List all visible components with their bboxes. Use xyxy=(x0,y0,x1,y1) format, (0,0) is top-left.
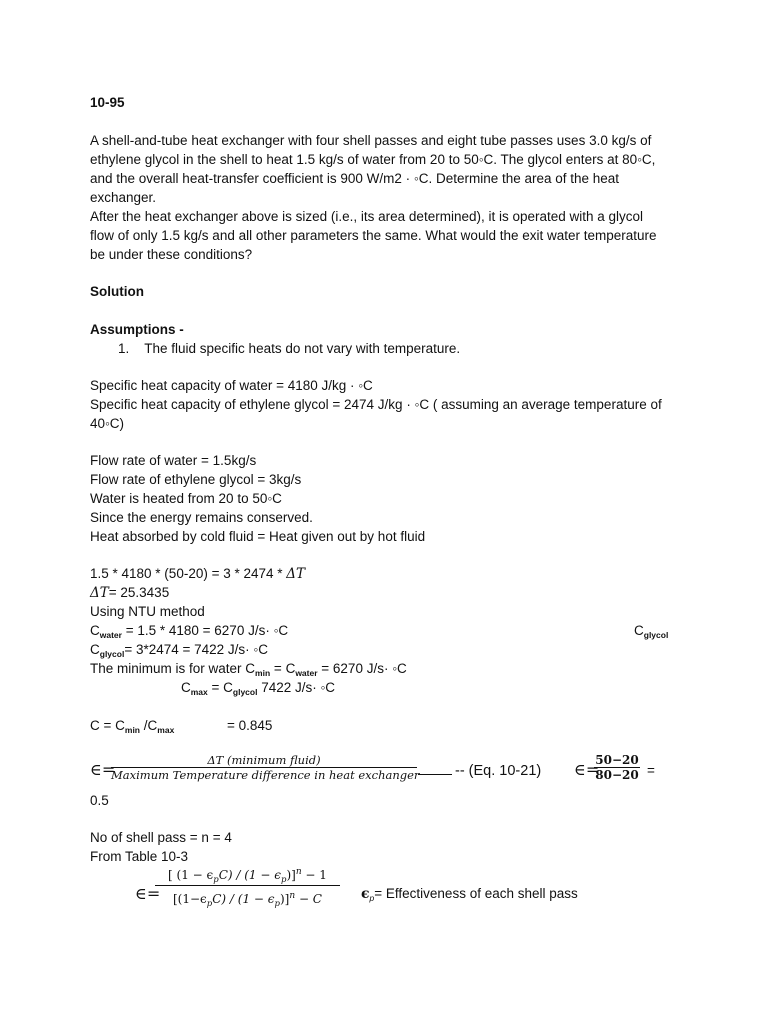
shell-formula-denominator xyxy=(155,886,340,909)
glycol-subscript: glycol xyxy=(232,687,258,697)
p-subscript: p xyxy=(274,899,280,909)
problem-line: A shell-and-tube heat exchanger with four shell passes and eight tube passes uses 3.0 kg/s of xyxy=(90,133,652,148)
p-subscript: p xyxy=(206,899,213,909)
c-symbol: C xyxy=(147,718,158,733)
c-min-value: = 6270 J/s· ◦C xyxy=(317,661,407,676)
fraction-numerator: ΔT (minimum fluid) xyxy=(207,753,321,767)
p-subscript: p xyxy=(280,875,287,885)
equals: = xyxy=(270,661,286,676)
c-min-line xyxy=(90,659,407,678)
max-subscript: max xyxy=(190,687,208,697)
c-glycol-line xyxy=(90,640,268,659)
fraction-denominator: Maximum Temperature difference in heat exchanger xyxy=(111,768,420,782)
equals: = xyxy=(585,760,600,779)
min-subscript: min xyxy=(255,668,271,678)
equals: = xyxy=(647,763,655,778)
epsilon-symbol: ∈ xyxy=(135,884,147,903)
n-superscript: n xyxy=(289,891,296,901)
effectiveness-result: 0.5 xyxy=(90,793,109,808)
p-subscript: p xyxy=(369,893,375,903)
blank-line xyxy=(418,774,452,775)
assumption-text: The fluid specific heats do not vary with temperature. xyxy=(144,341,461,356)
effectiveness-value-fraction xyxy=(594,753,640,782)
solution-heading: Solution xyxy=(90,284,144,299)
c-water-line xyxy=(90,621,288,640)
shell-pass-description: = Effectiveness of each shell pass xyxy=(374,886,578,901)
problem-line: flow of only 1.5 kg/s and all other parameters the same. What would the exit water temperature xyxy=(90,228,657,243)
equals: = xyxy=(207,680,224,695)
water-subscript: water xyxy=(295,668,318,678)
c-symbol: C xyxy=(115,718,125,733)
numerator-part: [ (1 − ϵ xyxy=(168,868,214,882)
shell-formula-numerator xyxy=(155,868,340,885)
c-glycol-fragment xyxy=(634,621,668,640)
denominator-part: )] xyxy=(279,892,290,906)
slash: / xyxy=(140,718,148,733)
numerator-part: )] xyxy=(286,868,296,882)
delta-t-result xyxy=(90,583,169,603)
delta-t-value: = 25.3435 xyxy=(108,585,170,600)
min-subscript: min xyxy=(124,725,141,735)
problem-line: be under these conditions? xyxy=(90,247,253,262)
table-reference: From Table 10-3 xyxy=(90,849,189,864)
given-line: Heat absorbed by cold fluid = Heat given out by hot fluid xyxy=(90,529,426,544)
c-symbol: C xyxy=(245,661,256,676)
numerator-part: C) / (1 − ϵ xyxy=(218,868,281,882)
epsilon-symbol: ∈ xyxy=(574,760,586,779)
given-line: Flow rate of ethylene glycol = 3kg/s xyxy=(90,472,302,487)
c-symbol: C xyxy=(181,680,191,695)
c-water-value: = 1.5 * 4180 = 6270 J/s· ◦C xyxy=(121,623,289,638)
given-line: Water is heated from 20 to 50◦C xyxy=(90,491,282,506)
c-max-value: 7422 J/s· ◦C xyxy=(257,680,336,695)
c-symbol: C xyxy=(90,718,100,733)
epsilon-symbol: ∈ xyxy=(90,760,102,779)
denominator-part: C) / (1 − ϵ xyxy=(212,892,275,906)
fraction-numerator: 50−20 xyxy=(595,753,639,767)
glycol-subscript: glycol xyxy=(99,649,125,659)
n-superscript: n xyxy=(295,867,302,877)
denominator-part: − C xyxy=(295,892,322,906)
denominator-part: [(1−ϵ xyxy=(173,892,207,906)
given-line: Flow rate of water = 1.5kg/s xyxy=(90,453,257,468)
capacity-ratio-line: $C = C_{min}$ $/C_{max}$ xyxy=(90,718,175,735)
capacity-ratio-value: = 0.845 xyxy=(227,718,273,733)
assumption-item: 1. The fluid specific heats do not vary with temperature. xyxy=(118,341,461,356)
specific-heat-line: Specific heat capacity of water = 4180 J/kg · ◦C xyxy=(90,378,373,393)
energy-balance-lhs: 1.5 * 4180 * (50-20) = 3 * 2474 * xyxy=(90,566,287,581)
c-min-prefix: The minimum is for water xyxy=(90,661,246,676)
glycol-subscript: glycol xyxy=(643,630,669,640)
delta-t-symbol: ΔT xyxy=(286,566,306,582)
ntu-method: Using NTU method xyxy=(90,604,205,619)
c-symbol: C xyxy=(90,623,100,638)
c-symbol: C xyxy=(90,642,100,657)
energy-balance-equation xyxy=(90,564,305,584)
given-line: Since the energy remains conserved. xyxy=(90,510,313,525)
shell-pass-definition xyxy=(361,886,578,902)
problem-line: and the overall heat-transfer coefficient is 900 W/m2 · ◦C. Determine the area of the heat xyxy=(90,171,620,186)
shell-pass-count: No of shell pass = n = 4 xyxy=(90,830,232,845)
numerator-part: − 1 xyxy=(301,868,327,882)
c-symbol: C xyxy=(634,623,644,638)
problem-number: 10-95 xyxy=(90,95,125,110)
fraction-denominator: 80−20 xyxy=(595,768,639,782)
p-subscript: p xyxy=(213,875,219,885)
problem-line: After the heat exchanger above is sized (i.e., its area determined), it is operated with a glycol xyxy=(90,209,644,224)
problem-line: ethylene glycol in the shell to heat 1.5 kg/s of water from 20 to 50◦C. The glycol enters at 80◦C, xyxy=(90,152,656,167)
effectiveness-fraction xyxy=(111,753,420,782)
c-symbol: C xyxy=(285,661,296,676)
delta-t-symbol: ΔT xyxy=(90,585,109,601)
specific-heat-line: 40◦C) xyxy=(90,416,125,431)
equals: = xyxy=(146,884,161,903)
problem-line: exchanger. xyxy=(90,190,157,205)
epsilon-symbol: ϵ xyxy=(361,886,370,902)
specific-heat-line: Specific heat capacity of ethylene glycol = 2474 J/kg · ◦C ( assuming an average temperature of xyxy=(90,397,662,412)
equation-reference: -- (Eq. 10-21) xyxy=(455,763,542,779)
assumptions-heading: Assumptions - xyxy=(90,322,184,337)
c-symbol: C xyxy=(223,680,233,695)
water-subscript: water xyxy=(99,630,122,640)
equals: = xyxy=(101,760,116,779)
c-glycol-value: = 3*2474 = 7422 J/s· ◦C xyxy=(124,642,268,657)
shell-formula-fraction xyxy=(155,867,340,909)
max-subscript: max xyxy=(157,725,175,735)
c-max-line xyxy=(181,678,335,697)
